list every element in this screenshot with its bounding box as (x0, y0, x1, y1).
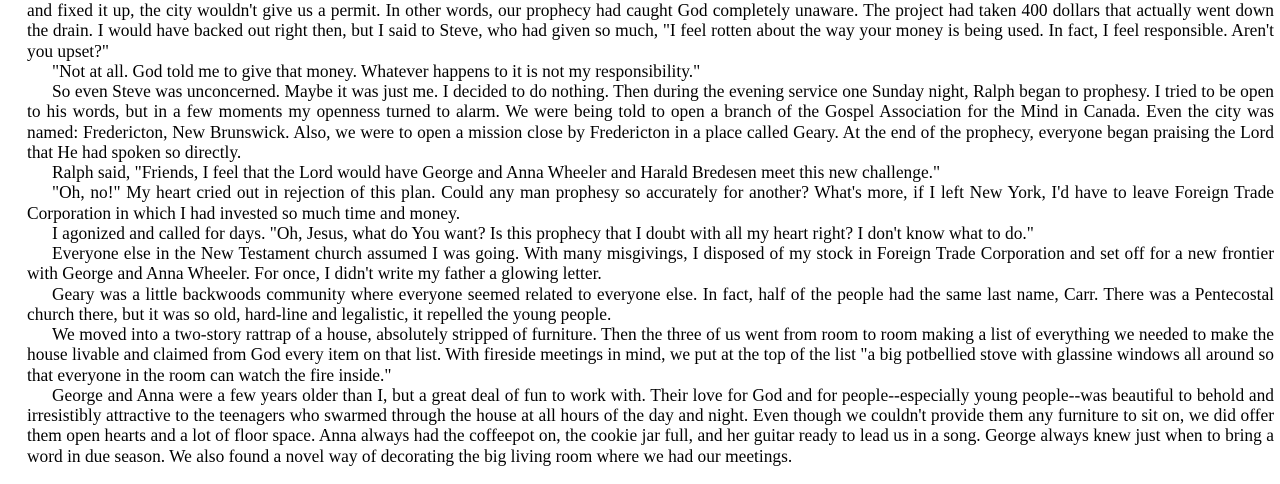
paragraph-agonized: I agonized and called for days. "Oh, Jesus, what do You want? Is this prophecy that I doubt with all my heart right? I don't know what to do." (52, 222, 1034, 243)
paragraph-rattrap-house: We moved into a two-story rattrap of a house, absolutely stripped of furniture. Then the three of us went from room to room making a list of everything we needed to make the house livable and claimed from God every item on that list. With fireside meetings in mind, we put at the top of the list "a big potbellied stove with glassine windows all around so that everyone in the room can watch the fire inside." (27, 324, 1274, 385)
paragraph-permit-denied: and fixed it up, the city wouldn't give us a permit. In other words, our prophecy had caught God completely unaware. The project had taken 400 dollars that actually went down the drain. I would have backed out right then, but I said to Steve, who had given so much, "I feel rotten about the way your money is being used. In fact, I feel responsible. Aren't you upset?" (27, 0, 1274, 61)
paragraph-geary: Geary was a little backwoods community where everyone seemed related to everyone else. In fact, half of the people had the same last name, Carr. There was a Pentecostal church there, but it was so old, hard-line and legalistic, it repelled the young people. (27, 283, 1274, 324)
paragraph-ralph-prophecy: So even Steve was unconcerned. Maybe it was just me. I decided to do nothing. Then during the evening service one Sunday night, Ralph began to prophesy. I tried to be open to his words, but in a few moments my openness turned to alarm. We were being told to open a branch of the Gospel Association for the Mind in Canada. Even the city was named: Fredericton, New Brunswick. Also, we were to open a mission close by Fredericton in a place called Geary. At the end of the prophecy, everyone began praising the Lord that He had spoken so directly. (27, 81, 1274, 162)
paragraph-ralph-said: Ralph said, "Friends, I feel that the Lord would have George and Anna Wheeler and Harald Bredesen meet this new challenge." (52, 162, 941, 182)
paragraph-new-frontier: Everyone else in the New Testament church assumed I was going. With many misgivings, I disposed of my stock in Foreign Trade Corporation and set off for a new frontier with George and Anna Wheeler. For once, I didn't write my father a glowing letter. (27, 243, 1274, 284)
paragraph-heart-rejection: "Oh, no!" My heart cried out in rejection of this plan. Could any man prophesy so accurately for another? What's more, if I left New York, I'd have to leave Foreign Trade Corporation in which I had invested so much time and money. (27, 182, 1274, 223)
paragraph-steve-reply: "Not at all. God told me to give that money. Whatever happens to it is not my responsibility." (52, 60, 701, 81)
paragraph-george-and-anna: George and Anna were a few years older than I, but a great deal of fun to work with. Their love for God and for people--especially young people--was beautiful to behold and irresistibly attractive to the teenagers who swarmed through the house at all hours of the day and night. Even though we couldn't provide them any furniture to sit on, we did offer them open hearts and a lot of floor space. Anna always had the coffeepot on, the cookie jar full, and her guitar ready to lead us in a song. George always knew just when to bring a word in due season. We also found a novel way of decorating the big living room where we had our meetings. (27, 384, 1274, 466)
